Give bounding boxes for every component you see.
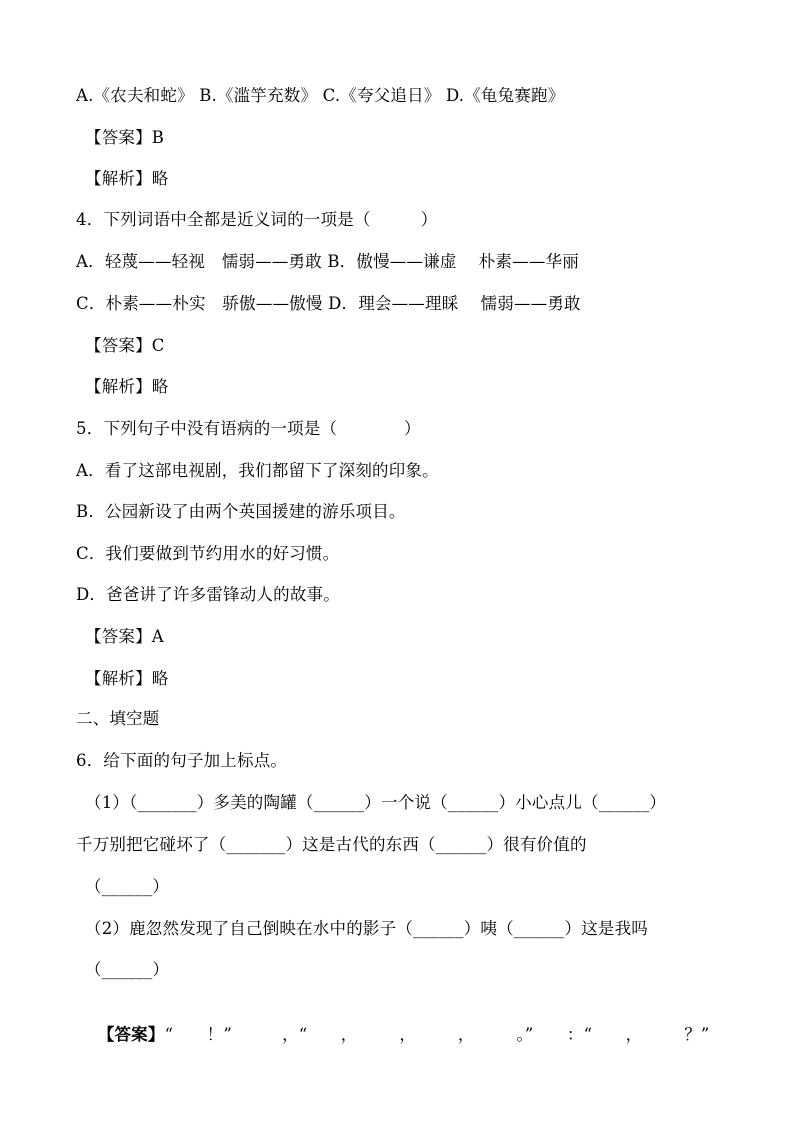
answer-line-q5: 【答案】A (85, 627, 164, 646)
analysis-line-q5: 【解析】略 (85, 669, 169, 688)
question-5-option-d: D．爸爸讲了许多雷锋动人的故事。 (76, 585, 340, 604)
question-5-option-b: B．公园新设了由两个英国援建的游乐项目。 (76, 502, 406, 521)
answer-line-q4: 【答案】C (85, 336, 165, 355)
answer-line-q6 (76, 999, 754, 1071)
question-6-part2-line2: （______） (85, 960, 170, 979)
analysis-line-q4: 【解析】略 (85, 377, 169, 396)
question-6: 6．给下面的句子加上标点。 (76, 751, 288, 770)
question-5: 5．下列句子中没有语病的一项是（ ） (76, 419, 421, 438)
answer-punctuation: “ ！” ，“ ， ， ， 。” ：“ ， ？” (164, 1025, 710, 1044)
question-4-options-cd: C．朴素——朴实 骄傲——傲慢 D．理会——理睬 懦弱——勇敢 (76, 294, 581, 313)
question-4: 4．下列词语中全都是近义词的一项是（ ） (76, 210, 438, 229)
option-line-fables: A.《农夫和蛇》 B.《滥竽充数》 C.《夸父追日》 D.《龟兔赛跑》 (76, 86, 565, 105)
question-6-part1-line3: （______） (85, 877, 170, 896)
answer-label: 【答案】 (97, 1025, 165, 1044)
answer-line-q3: 【答案】B (85, 128, 165, 147)
question-5-option-a: A．看了这部电视剧，我们都留下了深刻的印象。 (76, 461, 439, 480)
question-6-part1-line1: （1）（_______）多美的陶罐（______）一个说（______）小心点儿（______） (85, 793, 667, 812)
question-5-option-c: C．我们要做到节约用水的好习惯。 (76, 544, 340, 563)
question-6-part2-line1: （2）鹿忽然发现了自己倒映在水中的影子（______）咦（______）这是我吗 (85, 919, 648, 938)
analysis-line-q3: 【解析】略 (85, 169, 169, 188)
question-4-options-ab: A．轻蔑——轻视 懦弱——勇敢 B．傲慢——谦虚 朴素——华丽 (76, 252, 579, 271)
section-heading-fill-blank: 二、填空题 (76, 709, 160, 728)
question-6-part1-line2: 千万别把它碰坏了（_______）这是古代的东西（______）很有价值的 (76, 835, 587, 854)
